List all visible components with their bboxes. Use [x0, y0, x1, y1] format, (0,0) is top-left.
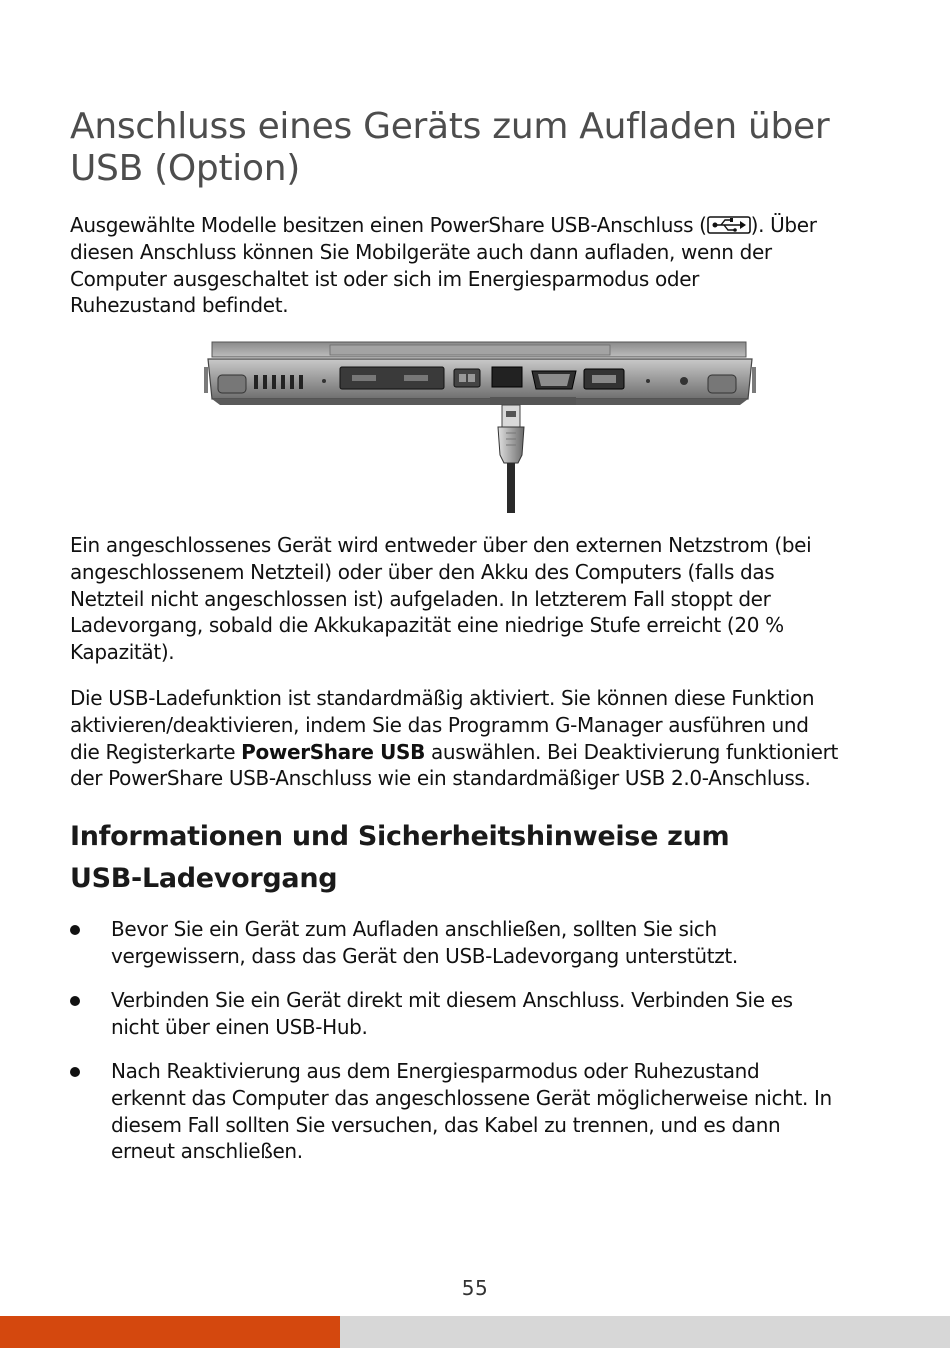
paragraph2-line-4: Ladevorgang, sobald die Akkukapazität eine niedrige Stufe erreicht (20 %: [70, 613, 784, 638]
paragraph3-line-4: der PowerShare USB-Anschluss wie ein standardmäßiger USB 2.0-Anschluss.: [70, 766, 811, 791]
footer-gray-bar: [340, 1316, 950, 1348]
list-item-line: Nach Reaktivierung aus dem Energiesparmodus oder Ruhezustand: [111, 1059, 760, 1083]
footer-accent-bar: [0, 1316, 340, 1348]
list-item-text: [111, 916, 890, 970]
list-item-text: [111, 987, 890, 1041]
list-item-line: erkennt das Computer das angeschlossene Gerät möglicherweise nicht. In: [111, 1085, 832, 1110]
list-item-line: vergewissern, dass das Gerät den USB-Ladevorgang unterstützt.: [111, 943, 738, 968]
paragraph3-line-1: Die USB-Ladefunktion ist standardmäßig aktiviert. Sie können diese Funktion: [70, 686, 815, 710]
section-heading-line-1: Informationen und Sicherheitshinweise zum: [70, 821, 730, 852]
intro-text-part-1: Ausgewählte Modelle besitzen einen PowerShare USB-Anschluss (: [70, 213, 707, 237]
list-item-line: erneut anschließen.: [111, 1139, 303, 1164]
usb-charge-function-paragraph: [70, 685, 890, 792]
list-item-line: diesem Fall sollten Sie versuchen, das Kabel zu trennen, und es dann: [111, 1112, 781, 1137]
bullet-icon: [70, 1067, 80, 1077]
paragraph3-line-2: aktivieren/deaktivieren, indem Sie das Programm G-Manager ausführen und: [70, 712, 809, 737]
usb-powershare-icon: [707, 215, 751, 235]
paragraph2-line-5: Kapazität).: [70, 640, 175, 665]
paragraph2-line-2: angeschlossenem Netzteil) oder über den Akku des Computers (falls das: [70, 559, 775, 584]
intro-text-line-3: Computer ausgeschaltet ist oder sich im Energiesparmodus oder: [70, 266, 700, 291]
charging-source-paragraph: [70, 532, 890, 666]
list-item-line: Verbinden Sie ein Gerät direkt mit diesem Anschluss. Verbinden Sie es: [111, 988, 793, 1012]
intro-text-part-2: ). Über: [750, 213, 817, 237]
powershare-usb-tab-name: PowerShare USB: [241, 739, 425, 764]
section-heading: [70, 816, 890, 900]
intro-paragraph: [70, 212, 890, 319]
paragraph3-line-3-end: auswählen. Bei Deaktivierung funktioniert: [425, 739, 838, 764]
intro-text-line-2: diesen Anschluss können Sie Mobilgeräte auch dann aufladen, wenn der: [70, 239, 772, 264]
bullet-icon: [70, 996, 80, 1006]
laptop-rear-usb-cable-illustration: [200, 337, 760, 517]
paragraph2-line-1: Ein angeschlossenes Gerät wird entweder über den externen Netzstrom (bei: [70, 533, 812, 557]
paragraph2-line-3: Netzteil nicht angeschlossen ist) aufgeladen. In letzterem Fall stoppt der: [70, 586, 771, 611]
list-item-text: [111, 1058, 890, 1165]
page-number: 55: [461, 1276, 489, 1300]
list-item-line: Bevor Sie ein Gerät zum Aufladen anschließen, sollten Sie sich: [111, 917, 717, 941]
section-heading-line-2: USB-Ladevorgang: [70, 863, 338, 894]
list-item-line: nicht über einen USB-Hub.: [111, 1014, 368, 1039]
intro-text-line-4: Ruhezustand befindet.: [70, 293, 289, 318]
paragraph3-line-3-start: die Registerkarte: [70, 739, 242, 764]
bullet-icon: [70, 925, 80, 935]
page-title: [70, 106, 890, 190]
page-title-line-1: Anschluss eines Geräts zum Aufladen über: [70, 106, 830, 147]
page-title-line-2: USB (Option): [70, 148, 300, 189]
